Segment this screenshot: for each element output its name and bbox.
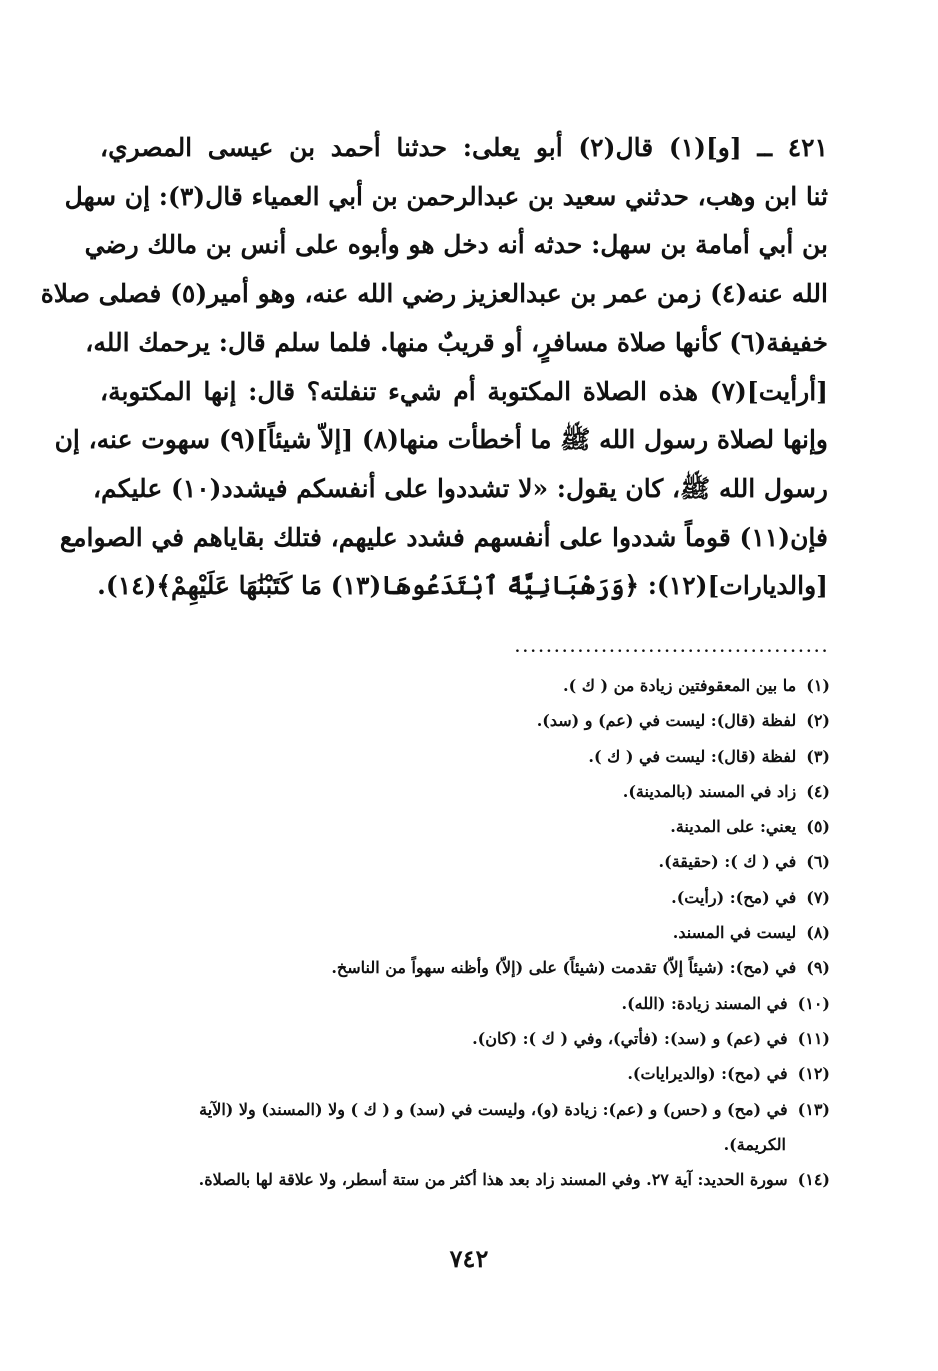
text-line: [أرأيت](٧) هذه الصلاة المكتوبة أم شيء تنفلته؟ قال: إنها المكتوبة، (100, 376, 828, 406)
footnote (100, 915, 830, 950)
footnote (100, 703, 830, 738)
footnote-number: (١٣) (797, 1099, 830, 1119)
page-number: ٧٤٢ (449, 1244, 489, 1273)
footnotes-list (100, 668, 830, 1197)
footnote (100, 774, 830, 809)
text-line: [والديارات](١٢): ﴿وَرَهْبَانِيَّةً ٱبْتَدَعُوهَا(١٣) مَا كَتَبْنَٰهَا عَلَيْهِمْ﴾(١٤). (97, 571, 828, 601)
footnote (100, 1162, 830, 1197)
footnote-number: (١١) (797, 1028, 830, 1048)
text-line: خفيفة(٦) كأنها صلاة مسافرٍ، أو قريبٌ منها. فلما سلم قال: يرحمك الله، (85, 327, 828, 357)
hadith-text (40, 124, 828, 611)
footnote-text-continuation: الكريمة). (723, 1134, 786, 1154)
footnote-number: (٢) (806, 711, 830, 731)
footnote-text: في (مح): (شيئاً إلاّ) تقدمت (شيئاً) على (إلاّ) وأظنه سهواً من الناسخ. (331, 958, 797, 978)
hadith-paragraph (40, 124, 828, 611)
text-line: وإنها لصلاة رسول الله ﷺ ما أخطأت منها(٨) [إلاّ شيئاً](٩) سهوت عنه، إن (54, 425, 828, 455)
footnote-text: ليست في المسند. (672, 923, 797, 943)
footnote-text: في (عم) و (سد): (فأتي)، وفي ( ك ): (كان). (472, 1028, 788, 1048)
footnote-text: يعني: على المدينة. (670, 817, 797, 837)
footnote-number: (٧) (806, 887, 830, 907)
footnote-text: في (مح): (رأيت). (671, 887, 797, 907)
footnote (100, 1021, 830, 1056)
footnote-text: سورة الحديد: آية ٢٧. وفي المسند زاد بعد هذا أكثر من ستة أسطر، ولا علاقة لها بالصلاة. (198, 1170, 788, 1190)
text-line: رسول الله ﷺ، كان يقول: «لا تشددوا على أنفسكم فيشدد(١٠) عليكم، (92, 473, 828, 503)
footnote-text: في ( ك ): (حقيقة). (658, 852, 797, 872)
footnote-text: في (مح) و (حس) و (عم): زيادة (و)، وليست في (سد) و ( ك ) ولا (المسند) ولا (الآية (199, 1099, 788, 1119)
text-line: ثنا ابن وهب، حدثني سعيد بن عبدالرحمن بن أبي العمياء قال(٣): إن سهل (64, 181, 828, 211)
footnote (100, 844, 830, 879)
footnote-text: في (مح): (والديرايات). (627, 1064, 788, 1084)
footnote-text: زاد في المسند (بالمدينة). (622, 781, 797, 801)
text-line: فإن(١١) قوماً شددوا على أنفسهم فشدد عليهم، فتلك بقاياهم في الصوامع (59, 522, 828, 552)
footnote (100, 809, 830, 844)
footnote-number: (١) (806, 676, 830, 695)
text-line: الله عنه(٤) زمن عمر بن عبدالعزيز رضي الله عنه، وهو أمير(٥) فصلى صلاة (40, 279, 828, 309)
footnote-separator: ........................................ (515, 640, 830, 656)
footnote-number: (٥) (806, 817, 830, 837)
footnote-number: (١٠) (797, 993, 830, 1013)
footnote-number: (٦) (806, 852, 830, 872)
footnote (100, 739, 830, 774)
footnote (100, 950, 830, 985)
footnote-number: (٨) (806, 923, 830, 943)
footnote (100, 1092, 830, 1163)
footnote (100, 880, 830, 915)
footnote-number: (١٤) (797, 1170, 830, 1190)
text-line: بن أبي أمامة بن سهل: حدثه أنه دخل هو وأبوه على أنس بن مالك رضي (84, 230, 828, 260)
footnote-number: (٣) (806, 746, 830, 766)
footnote (100, 668, 830, 703)
footnote (100, 986, 830, 1021)
text-line: ٤٢١ ــ [و](١) قال(٢) أبو يعلى: حدثنا أحمد بن عيسى المصري، (100, 133, 828, 162)
footnote-text: لفظة (قال): ليست في (عم) و (سد). (536, 711, 797, 731)
footnote (100, 1056, 830, 1091)
footnote-text: لفظة (قال): ليست في ( ك ). (588, 746, 797, 766)
footnote-number: (٩) (806, 958, 830, 978)
footnote-text: ما بين المعقوفتين زيادة من ( ك ). (563, 676, 797, 695)
footnote-number: (٤) (806, 781, 830, 801)
footnote-number: (١٢) (797, 1064, 830, 1084)
footnote-text: في المسند زيادة: (الله). (621, 993, 788, 1013)
